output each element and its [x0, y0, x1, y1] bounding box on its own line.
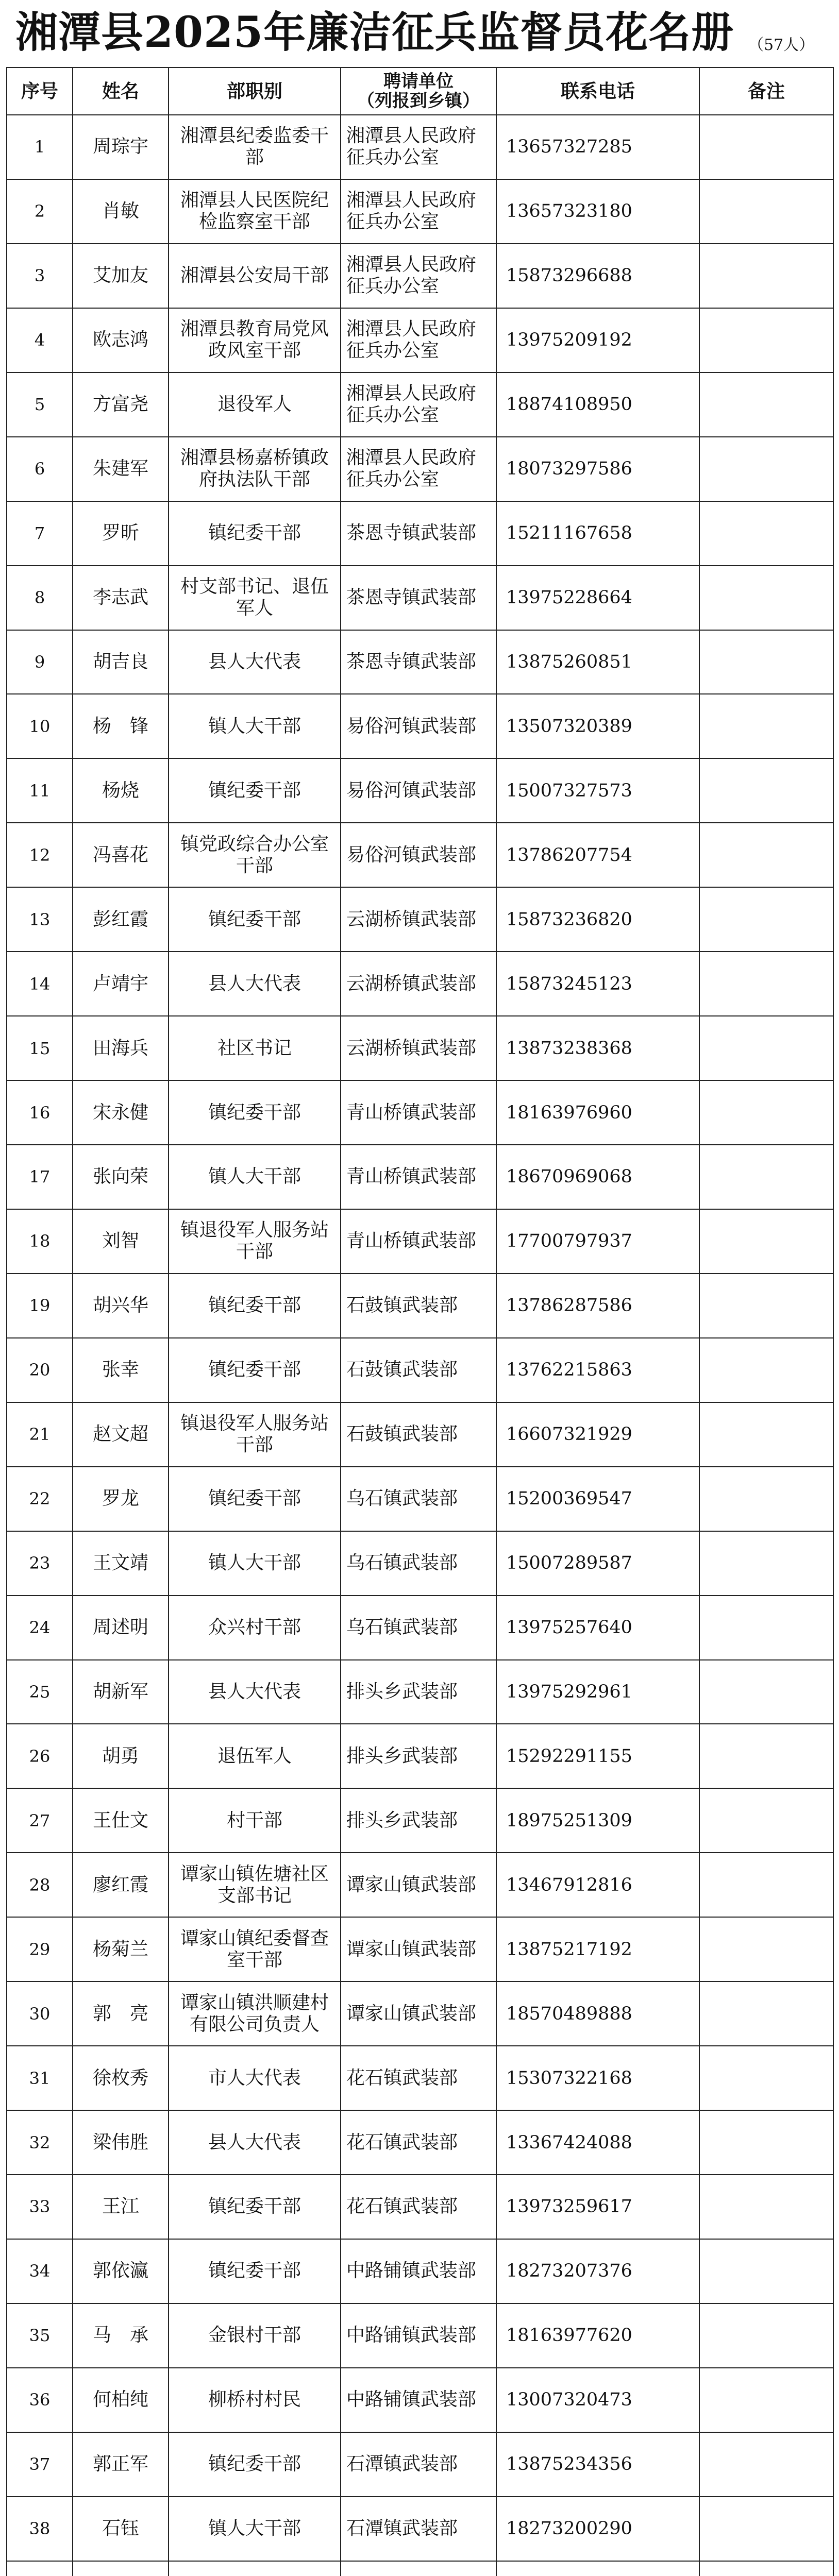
cell-note — [699, 1080, 833, 1145]
cell-job: 谭家山镇纪委督查室干部 — [169, 1917, 341, 1981]
cell-no: 22 — [7, 1467, 73, 1531]
cell-note — [699, 179, 833, 244]
header-phone: 联系电话 — [496, 67, 699, 115]
cell-job: 镇人大干部 — [169, 2497, 341, 2561]
cell-phone: 13507320389 — [496, 694, 699, 758]
cell-phone: 18273207376 — [496, 2239, 699, 2303]
cell-name: 胡新军 — [73, 1660, 169, 1724]
cell-phone: 18874108950 — [496, 372, 699, 437]
table-row — [7, 1853, 833, 1917]
cell-no: 9 — [7, 630, 73, 694]
table-row — [7, 758, 833, 823]
cell-name: 刘智 — [73, 1209, 169, 1274]
cell-unit: 花石镇武装部 — [341, 2046, 496, 2110]
cell-job: 湘潭县杨嘉桥镇政府执法队干部 — [169, 437, 341, 501]
cell-note — [699, 630, 833, 694]
table-row — [7, 1402, 833, 1467]
cell-phone: 13975209192 — [496, 308, 699, 372]
table-row — [7, 2497, 833, 2561]
cell-note — [699, 1338, 833, 1402]
cell-name: 胡吉良 — [73, 630, 169, 694]
cell-no: 6 — [7, 437, 73, 501]
cell-unit: 青山桥镇武装部 — [341, 1209, 496, 1274]
cell-note — [699, 1209, 833, 1274]
cell-note — [699, 1467, 833, 1531]
cell-unit: 云湖桥镇武装部 — [341, 1016, 496, 1080]
cell-name: 欧志鸿 — [73, 308, 169, 372]
table-row — [7, 2432, 833, 2497]
cell-unit: 石潭镇武装部 — [341, 2432, 496, 2497]
cell-name: 赵文超 — [73, 1402, 169, 1467]
cell-unit: 中路铺镇武装部 — [341, 2368, 496, 2432]
cell-note — [699, 308, 833, 372]
cell-job: 县人大代表 — [169, 1660, 341, 1724]
table-row — [7, 1596, 833, 1660]
cell-note — [699, 115, 833, 179]
cell-name: 李志武 — [73, 566, 169, 630]
cell-phone: 13762215863 — [496, 1338, 699, 1402]
cell-name: 梁伟胜 — [73, 2110, 169, 2175]
cell-phone: 18570489888 — [496, 1981, 699, 2046]
cell-unit: 排头乡武装部 — [341, 1660, 496, 1724]
table-header — [7, 67, 833, 115]
header-unit-line1: 聘请单位 — [383, 71, 454, 92]
cell-phone: 13973259617 — [496, 2175, 699, 2239]
cell-no: 36 — [7, 2368, 73, 2432]
cell-no: 24 — [7, 1596, 73, 1660]
cell-unit: 易俗河镇武装部 — [341, 694, 496, 758]
cell-job: 湘潭县人民医院纪检监察室干部 — [169, 179, 341, 244]
cell-note — [699, 2239, 833, 2303]
cell-phone: 13786287586 — [496, 1274, 699, 1338]
cell-note — [699, 1853, 833, 1917]
cell-job: 镇纪委干部 — [169, 758, 341, 823]
table-row — [7, 179, 833, 244]
table-row — [7, 1338, 833, 1402]
cell-phone: 16607321929 — [496, 1402, 699, 1467]
cell-job: 镇纪委干部 — [169, 1467, 341, 1531]
cell-phone: 13007320473 — [496, 2368, 699, 2432]
cell-note — [699, 1274, 833, 1338]
cell-unit: 易俗河镇武装部 — [341, 823, 496, 887]
table-row — [7, 823, 833, 887]
cell-phone: 13975292961 — [496, 1660, 699, 1724]
table-row — [7, 501, 833, 566]
table-row — [7, 952, 833, 1016]
cell-note — [699, 694, 833, 758]
cell-no: 7 — [7, 501, 73, 566]
cell-no: 25 — [7, 1660, 73, 1724]
cell-phone: 13467912816 — [496, 1853, 699, 1917]
cell-no: 31 — [7, 2046, 73, 2110]
cell-no: 29 — [7, 1917, 73, 1981]
cell-phone: 17700797937 — [496, 1209, 699, 1274]
cell-no: 11 — [7, 758, 73, 823]
cell-phone: 13873238368 — [496, 1016, 699, 1080]
cell-note — [699, 758, 833, 823]
cell-unit: 乌石镇武装部 — [341, 1467, 496, 1531]
cell-job: 湘潭县纪委监委干部 — [169, 115, 341, 179]
table-row — [7, 1788, 833, 1853]
cell-no — [7, 2561, 73, 2576]
cell-unit: 排头乡武装部 — [341, 1724, 496, 1788]
cell-note — [699, 887, 833, 952]
header-name: 姓名 — [73, 67, 169, 115]
cell-job: 村干部 — [169, 1788, 341, 1853]
cell-no: 18 — [7, 1209, 73, 1274]
cell-unit: 谭家山镇武装部 — [341, 1981, 496, 2046]
cell-phone: 15873236820 — [496, 887, 699, 952]
table-row — [7, 308, 833, 372]
cell-job: 柳桥村村民 — [169, 2368, 341, 2432]
cell-unit: 青山桥镇武装部 — [341, 1145, 496, 1209]
cell-no: 37 — [7, 2432, 73, 2497]
cell-job: 镇人大干部 — [169, 1531, 341, 1596]
cell-phone — [496, 2561, 699, 2576]
cell-name — [73, 2561, 169, 2576]
cell-unit: 湘潭县人民政府征兵办公室 — [341, 372, 496, 437]
cell-name: 彭红霞 — [73, 887, 169, 952]
cell-job: 县人大代表 — [169, 2110, 341, 2175]
cell-note — [699, 1917, 833, 1981]
cell-name: 郭依瀛 — [73, 2239, 169, 2303]
cell-note — [699, 1402, 833, 1467]
page-title: 湘潭县2025年廉洁征兵监督员花名册 — [15, 8, 734, 57]
member-count: （57人） — [748, 36, 815, 54]
table-row — [7, 1724, 833, 1788]
cell-job: 镇纪委干部 — [169, 1080, 341, 1145]
cell-unit: 湘潭县人民政府征兵办公室 — [341, 437, 496, 501]
cell-name: 杨 锋 — [73, 694, 169, 758]
cell-job: 众兴村干部 — [169, 1596, 341, 1660]
cell-job: 镇退役军人服务站干部 — [169, 1402, 341, 1467]
cell-job: 镇纪委干部 — [169, 1274, 341, 1338]
cell-phone: 13975257640 — [496, 1596, 699, 1660]
cell-name: 田海兵 — [73, 1016, 169, 1080]
cell-phone: 15873245123 — [496, 952, 699, 1016]
cell-phone: 15007327573 — [496, 758, 699, 823]
cell-note — [699, 372, 833, 437]
table-row — [7, 1917, 833, 1981]
cell-name: 胡勇 — [73, 1724, 169, 1788]
table-row — [7, 2561, 833, 2576]
cell-no: 38 — [7, 2497, 73, 2561]
cell-note — [699, 2432, 833, 2497]
roster-table — [6, 67, 834, 2576]
header-no: 序号 — [7, 67, 73, 115]
cell-no: 8 — [7, 566, 73, 630]
title-bar — [0, 0, 839, 60]
cell-name: 石钰 — [73, 2497, 169, 2561]
cell-no: 3 — [7, 244, 73, 308]
cell-note — [699, 2046, 833, 2110]
table-row — [7, 2239, 833, 2303]
table-row — [7, 115, 833, 179]
cell-unit: 湘潭县人民政府征兵办公室 — [341, 308, 496, 372]
cell-unit: 中路铺镇武装部 — [341, 2239, 496, 2303]
cell-name: 周琮宇 — [73, 115, 169, 179]
cell-unit: 谭家山镇武装部 — [341, 1853, 496, 1917]
cell-phone: 15292291155 — [496, 1724, 699, 1788]
table-row — [7, 244, 833, 308]
cell-name: 徐枚秀 — [73, 2046, 169, 2110]
cell-phone: 13657327285 — [496, 115, 699, 179]
cell-unit: 茶恩寺镇武装部 — [341, 501, 496, 566]
cell-unit: 石鼓镇武装部 — [341, 1402, 496, 1467]
cell-unit: 茶恩寺镇武装部 — [341, 630, 496, 694]
cell-note — [699, 437, 833, 501]
cell-phone: 15211167658 — [496, 501, 699, 566]
cell-job: 镇纪委干部 — [169, 1338, 341, 1402]
cell-job: 市人大代表 — [169, 2046, 341, 2110]
cell-no: 12 — [7, 823, 73, 887]
cell-job: 镇人大干部 — [169, 694, 341, 758]
cell-name: 肖敏 — [73, 179, 169, 244]
table-body — [7, 115, 833, 2576]
cell-note — [699, 952, 833, 1016]
cell-no: 20 — [7, 1338, 73, 1402]
cell-phone: 18163976960 — [496, 1080, 699, 1145]
cell-name: 马 承 — [73, 2303, 169, 2368]
cell-job: 镇纪委干部 — [169, 887, 341, 952]
cell-no: 34 — [7, 2239, 73, 2303]
cell-unit: 乌石镇武装部 — [341, 1531, 496, 1596]
cell-no: 5 — [7, 372, 73, 437]
table-row — [7, 1016, 833, 1080]
cell-note — [699, 2175, 833, 2239]
header-unit-line2: （列报到乡镇） — [357, 91, 480, 111]
cell-note — [699, 2303, 833, 2368]
cell-name: 王江 — [73, 2175, 169, 2239]
cell-no: 30 — [7, 1981, 73, 2046]
cell-no: 17 — [7, 1145, 73, 1209]
table-row — [7, 694, 833, 758]
cell-name: 张幸 — [73, 1338, 169, 1402]
cell-phone: 15200369547 — [496, 1467, 699, 1531]
table-row — [7, 1660, 833, 1724]
cell-no: 21 — [7, 1402, 73, 1467]
cell-phone: 18273200290 — [496, 2497, 699, 2561]
cell-unit: 石鼓镇武装部 — [341, 1274, 496, 1338]
cell-unit: 乌石镇武装部 — [341, 1596, 496, 1660]
cell-no: 15 — [7, 1016, 73, 1080]
cell-unit: 排头乡武装部 — [341, 1788, 496, 1853]
cell-note — [699, 1016, 833, 1080]
cell-name: 周述明 — [73, 1596, 169, 1660]
header-row — [7, 67, 833, 115]
cell-job: 村支部书记、退伍军人 — [169, 566, 341, 630]
cell-note — [699, 1660, 833, 1724]
cell-note — [699, 501, 833, 566]
cell-phone: 13367424088 — [496, 2110, 699, 2175]
table-row — [7, 1981, 833, 2046]
cell-unit: 花石镇武装部 — [341, 2110, 496, 2175]
cell-phone: 15873296688 — [496, 244, 699, 308]
cell-name: 郭正军 — [73, 2432, 169, 2497]
cell-job: 镇纪委干部 — [169, 2432, 341, 2497]
table-row — [7, 1467, 833, 1531]
cell-note — [699, 1981, 833, 2046]
cell-unit — [341, 2561, 496, 2576]
cell-no: 35 — [7, 2303, 73, 2368]
cell-no: 32 — [7, 2110, 73, 2175]
cell-no: 33 — [7, 2175, 73, 2239]
cell-no: 14 — [7, 952, 73, 1016]
cell-note — [699, 244, 833, 308]
cell-no: 16 — [7, 1080, 73, 1145]
cell-name: 方富尧 — [73, 372, 169, 437]
cell-unit: 湘潭县人民政府征兵办公室 — [341, 244, 496, 308]
cell-note — [699, 1596, 833, 1660]
cell-unit: 石鼓镇武装部 — [341, 1338, 496, 1402]
cell-name: 冯喜花 — [73, 823, 169, 887]
cell-note — [699, 566, 833, 630]
table-row — [7, 2303, 833, 2368]
cell-job: 镇纪委干部 — [169, 2175, 341, 2239]
cell-unit: 谭家山镇武装部 — [341, 1917, 496, 1981]
cell-note — [699, 2497, 833, 2561]
cell-name: 张向荣 — [73, 1145, 169, 1209]
cell-no: 4 — [7, 308, 73, 372]
cell-note — [699, 2368, 833, 2432]
cell-name: 胡兴华 — [73, 1274, 169, 1338]
cell-note — [699, 2561, 833, 2576]
cell-unit: 易俗河镇武装部 — [341, 758, 496, 823]
cell-unit: 石潭镇武装部 — [341, 2497, 496, 2561]
cell-unit: 中路铺镇武装部 — [341, 2303, 496, 2368]
cell-unit: 云湖桥镇武装部 — [341, 952, 496, 1016]
cell-name: 罗龙 — [73, 1467, 169, 1531]
cell-job: 湘潭县教育局党风政风室干部 — [169, 308, 341, 372]
cell-phone: 18975251309 — [496, 1788, 699, 1853]
cell-job: 社区书记 — [169, 1016, 341, 1080]
cell-name: 郭 亮 — [73, 1981, 169, 2046]
header-note: 备注 — [699, 67, 833, 115]
cell-name: 王仕文 — [73, 1788, 169, 1853]
cell-phone: 18163977620 — [496, 2303, 699, 2368]
table-row — [7, 372, 833, 437]
cell-name: 王文靖 — [73, 1531, 169, 1596]
cell-note — [699, 1531, 833, 1596]
cell-job: 镇人大干部 — [169, 1145, 341, 1209]
cell-job: 湘潭县公安局干部 — [169, 244, 341, 308]
cell-no: 26 — [7, 1724, 73, 1788]
cell-note — [699, 1724, 833, 1788]
cell-phone: 18670969068 — [496, 1145, 699, 1209]
cell-name: 何柏纯 — [73, 2368, 169, 2432]
cell-name: 杨烧 — [73, 758, 169, 823]
cell-phone: 13875234356 — [496, 2432, 699, 2497]
header-job: 部职别 — [169, 67, 341, 115]
table-row — [7, 437, 833, 501]
cell-job: 镇纪委干部 — [169, 2239, 341, 2303]
table-row — [7, 1274, 833, 1338]
cell-no: 2 — [7, 179, 73, 244]
cell-name: 廖红霞 — [73, 1853, 169, 1917]
cell-no: 1 — [7, 115, 73, 179]
cell-name: 艾加友 — [73, 244, 169, 308]
cell-no: 28 — [7, 1853, 73, 1917]
cell-job: 县人大代表 — [169, 630, 341, 694]
cell-unit: 湘潭县人民政府征兵办公室 — [341, 115, 496, 179]
cell-job: 退役军人 — [169, 372, 341, 437]
cell-name: 杨菊兰 — [73, 1917, 169, 1981]
cell-no: 19 — [7, 1274, 73, 1338]
cell-unit: 湘潭县人民政府征兵办公室 — [341, 179, 496, 244]
cell-name: 宋永健 — [73, 1080, 169, 1145]
cell-name: 卢靖宇 — [73, 952, 169, 1016]
cell-job — [169, 2561, 341, 2576]
table-row — [7, 630, 833, 694]
cell-no: 10 — [7, 694, 73, 758]
cell-unit: 花石镇武装部 — [341, 2175, 496, 2239]
cell-phone: 15307322168 — [496, 2046, 699, 2110]
cell-no: 23 — [7, 1531, 73, 1596]
cell-phone: 13875260851 — [496, 630, 699, 694]
cell-note — [699, 1145, 833, 1209]
cell-note — [699, 2110, 833, 2175]
table-row — [7, 1209, 833, 1274]
cell-job: 金银村干部 — [169, 2303, 341, 2368]
cell-unit: 青山桥镇武装部 — [341, 1080, 496, 1145]
table-row — [7, 887, 833, 952]
cell-no: 13 — [7, 887, 73, 952]
cell-name: 罗昕 — [73, 501, 169, 566]
cell-name: 朱建军 — [73, 437, 169, 501]
cell-unit: 云湖桥镇武装部 — [341, 887, 496, 952]
table-row — [7, 2175, 833, 2239]
cell-phone: 13975228664 — [496, 566, 699, 630]
cell-phone: 13875217192 — [496, 1917, 699, 1981]
table-row — [7, 1080, 833, 1145]
cell-phone: 15007289587 — [496, 1531, 699, 1596]
cell-job: 镇党政综合办公室干部 — [169, 823, 341, 887]
table-row — [7, 566, 833, 630]
cell-phone: 13786207754 — [496, 823, 699, 887]
table-row — [7, 1145, 833, 1209]
cell-note — [699, 1788, 833, 1853]
cell-job: 谭家山镇佐塘社区支部书记 — [169, 1853, 341, 1917]
cell-job: 镇退役军人服务站干部 — [169, 1209, 341, 1274]
cell-note — [699, 823, 833, 887]
header-unit — [341, 67, 496, 115]
cell-no: 27 — [7, 1788, 73, 1853]
cell-job: 谭家山镇洪顺建村有限公司负责人 — [169, 1981, 341, 2046]
cell-unit: 茶恩寺镇武装部 — [341, 566, 496, 630]
table-row — [7, 2368, 833, 2432]
table-row — [7, 2046, 833, 2110]
table-row — [7, 1531, 833, 1596]
cell-phone: 13657323180 — [496, 179, 699, 244]
cell-job: 镇纪委干部 — [169, 501, 341, 566]
cell-job: 退伍军人 — [169, 1724, 341, 1788]
cell-phone: 18073297586 — [496, 437, 699, 501]
cell-job: 县人大代表 — [169, 952, 341, 1016]
table-row — [7, 2110, 833, 2175]
